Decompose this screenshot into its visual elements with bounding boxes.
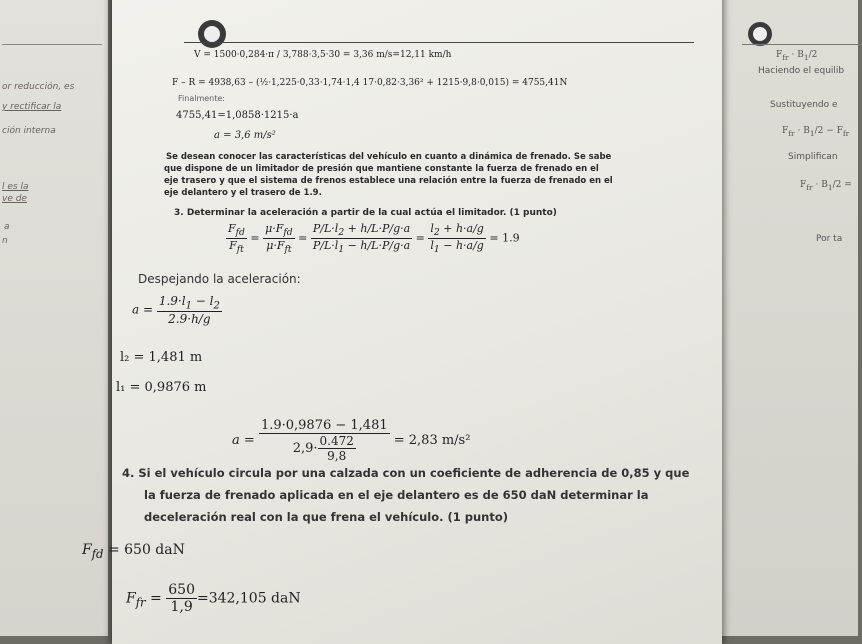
right-fragment: Simplifican <box>788 152 838 162</box>
a-denominator-den: 9,8 <box>318 448 356 463</box>
right-fragment: Sustituyendo e <box>770 100 838 110</box>
paragraph-line: que dispone de un limitador de presión que mantiene constante la fuerza de frenado en el <box>164 164 599 174</box>
acceleration-formula: a = $\frac{1.9\cdot l_1 - l_2}{2.9\cdot h/g}$ <box>132 294 220 327</box>
right-formula-fragment: $F_{fr} \cdot B_1/2 - F_{fr}$ <box>782 126 850 138</box>
a-numerator: 1.9·0,9876 − 1,481 <box>260 418 388 433</box>
front-braking-force: $F_{fd} = 650$ daN <box>82 542 185 561</box>
right-formula-fragment: $F_{fr} \cdot B_1/2$ = <box>800 180 852 192</box>
l2-value: l₂ = 1,481 m <box>120 350 203 365</box>
rear-braking-force: $F_{fr}$ = $\frac{650}{1,9}$ =342,105 daN <box>126 582 301 615</box>
velocity-formula: V = 1500·0,284·π / 3,788·3,5·30 = 3,36 m/s=12,11 km/h <box>194 50 452 60</box>
left-fragment: y rectificar la <box>2 102 62 112</box>
braking-ratio-equation: $\frac{F_{fd}}{F_{ft}}$ = $\frac{\mu\cdot F_{fd}}{\mu\cdot F_{ft}}$ = $\frac{P/L\cdot l_2 + h/L\cdot P/g\cdot a}{P/L\cdot l_1 - h/L\cdot P/g\cdot a}$ = $\frac{l_2 + h\cdot a/g}{l_1 - h\cdot a/g}$ = 1.9 <box>228 222 520 256</box>
left-fragment: ve de <box>2 194 27 204</box>
paragraph-line: Se desean conocer las características del vehículo en cuanto a dinámica de frenado. Se sabe <box>166 152 612 162</box>
left-fragment: ción interna <box>2 126 56 136</box>
a-denominator-lead: 2,9· <box>292 441 318 456</box>
force-formula: F – R = 4938,63 – (½·1,225·0,33·1,74·1,4 17·0,82·3,36² + 1215·9,8·0,015) = 4755,41N <box>172 78 568 88</box>
paragraph-line: eje trasero y que el sistema de frenos establece una relación entre la fuerza de frenado en el <box>164 176 613 186</box>
question-4-line: la fuerza de frenado aplicada en el eje delantero es de 650 daN determinar la <box>144 488 649 502</box>
right-fragment: Haciendo el equilib <box>758 66 845 76</box>
left-fragment: or reducción, es <box>2 82 75 92</box>
acceleration-value: = 2,83 m/s² <box>393 433 471 448</box>
left-sheet <box>0 0 108 636</box>
left-fragment: l es la <box>2 182 29 192</box>
right-header-line <box>742 44 862 45</box>
question-3: 3. Determinar la aceleración a partir de la cual actúa el limitador. (1 punto) <box>174 208 557 218</box>
right-formula-fragment: $F_{fr} \cdot B_1/2$ <box>776 50 818 62</box>
mass-equation: 4755,41=1,0858·1215·a <box>176 110 299 121</box>
university-logo-icon <box>748 22 772 46</box>
left-fragment: n <box>2 236 8 246</box>
header-line <box>184 42 694 43</box>
left-header-line <box>2 44 102 45</box>
a-denominator-num: 0.472 <box>319 434 354 448</box>
university-logo-icon <box>198 20 226 48</box>
right-sheet <box>718 0 858 636</box>
paragraph-line: eje delantero y el trasero de 1.9. <box>164 188 322 198</box>
finalmente-label: Finalmente: <box>178 94 225 103</box>
question-4-line: 4. Si el vehículo circula por una calzada con un coeficiente de adherencia de 0,85 y que <box>122 466 690 480</box>
left-fragment: a <box>4 222 10 232</box>
ratio-value: = 1.9 <box>489 231 520 245</box>
l1-value: l₁ = 0,9876 m <box>116 380 207 395</box>
question-4-line: deceleración real con la que frena el vehículo. (1 punto) <box>144 510 509 524</box>
despejando-label: Despejando la aceleración: <box>138 272 301 286</box>
main-sheet <box>82 0 722 644</box>
right-fragment: Por ta <box>816 234 843 244</box>
acceleration-calculation: a = 1.9·0,9876 − 1,481 2,9· $\frac{0.472}{9,8}$ = 2,83 m/s² <box>232 418 471 463</box>
acceleration-result: a = 3,6 m/s² <box>214 130 276 141</box>
